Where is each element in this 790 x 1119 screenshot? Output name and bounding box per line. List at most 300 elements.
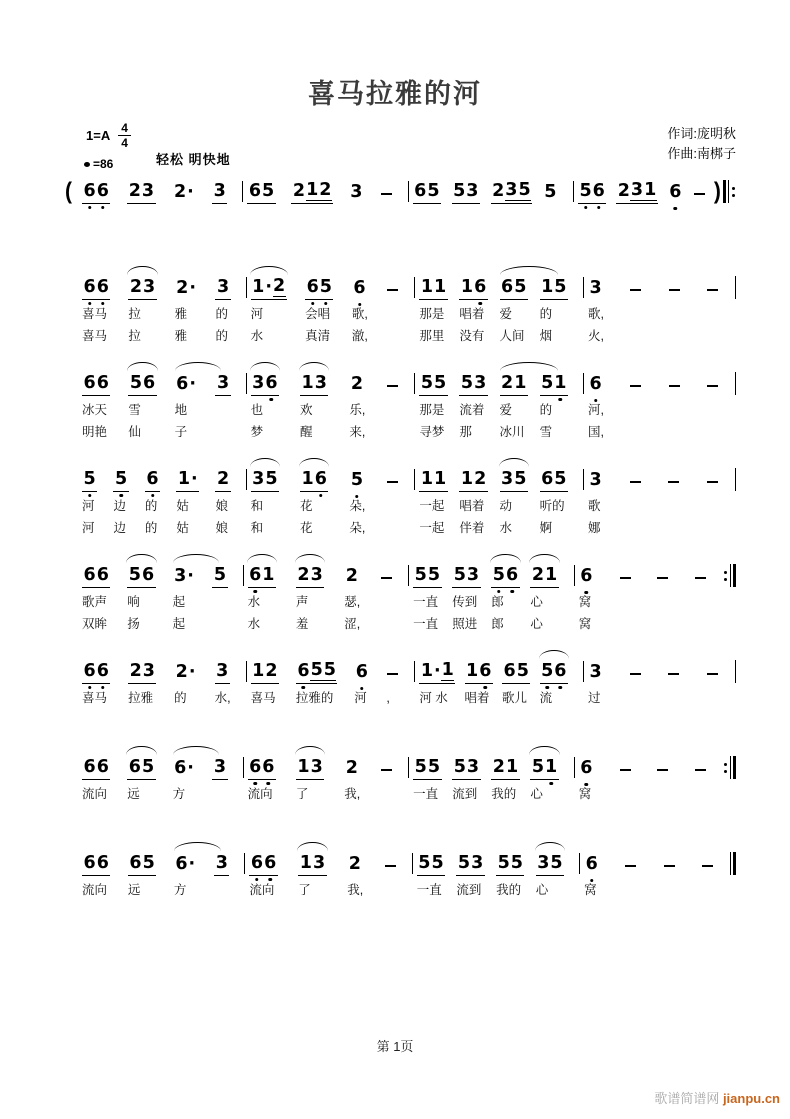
note-column: [629, 372, 642, 440]
note-token: [347, 852, 362, 876]
measure: [415, 660, 584, 706]
note-digit: 6: [592, 181, 605, 201]
note-token: [82, 756, 110, 780]
note-token: [82, 660, 110, 684]
repeat-dot: [732, 194, 735, 197]
note-digit: 5: [265, 469, 278, 489]
lyric-syllable: 的: [144, 521, 158, 535]
note-column: [500, 372, 528, 440]
measure: [244, 564, 410, 632]
dash-line: [702, 865, 713, 867]
note-digit: 6: [96, 853, 109, 873]
note-digit: 1: [306, 180, 319, 200]
note-digit: 5: [420, 373, 433, 393]
note-column: [668, 276, 681, 344]
note-column: [419, 372, 447, 440]
lyric-syllable: 拉: [128, 329, 141, 343]
note-column: [491, 756, 519, 802]
note-digit: 2: [492, 757, 505, 777]
note-column: [128, 372, 156, 440]
note-digit: 6: [314, 469, 327, 489]
lyric-syllable: 水,: [214, 691, 231, 705]
lyric-syllable: 喜马: [250, 691, 276, 705]
measure: [78, 468, 247, 536]
lyric-syllable: 的: [215, 329, 228, 343]
note-column: [624, 852, 637, 898]
note-digit: 6: [501, 277, 514, 297]
note-token: [417, 852, 445, 876]
note-token: [452, 564, 480, 588]
lyric-syllable: 仙: [128, 425, 141, 439]
lyric-syllable: 的: [539, 403, 553, 417]
note-column: [296, 756, 324, 802]
note-token: [127, 180, 155, 204]
repeat-dot: [724, 571, 727, 574]
lyric-syllable: 窝: [578, 595, 592, 609]
lyric-syllable: 朵,: [349, 521, 366, 535]
note-column: [349, 468, 365, 536]
note-digit: 5: [310, 660, 323, 680]
note-token: [419, 372, 447, 396]
endbar-final: [730, 852, 736, 875]
dash-line: [707, 673, 718, 675]
note-digit: 6: [669, 182, 682, 202]
sixteenth-group: [505, 180, 531, 201]
note-column: [380, 756, 393, 802]
note-digit: 5: [414, 757, 427, 777]
measure: [78, 852, 245, 898]
note-digit: 3: [501, 469, 514, 489]
note-column: [82, 468, 97, 536]
repeat-dot: [724, 770, 727, 773]
note-digit: 5: [460, 373, 474, 393]
note-token: [215, 468, 230, 492]
measure: [78, 276, 247, 344]
composer-credit: 作曲:南梆子: [667, 146, 736, 161]
lyric-syllable: 窝: [578, 617, 592, 631]
lyric-syllable: 的: [539, 307, 553, 321]
lyric-syllable: 河: [354, 691, 367, 705]
endbar-thin: [735, 276, 736, 299]
note-token: [215, 276, 230, 300]
measure: [78, 660, 247, 706]
dash-token: [663, 852, 676, 876]
measure: [575, 564, 723, 632]
note-token: [500, 276, 528, 300]
note-token: [128, 852, 156, 876]
note-token: [300, 468, 328, 492]
note-token: [173, 564, 196, 588]
note-digit: 6: [505, 565, 519, 585]
measure: [584, 372, 735, 440]
note-digit: 5: [414, 565, 427, 585]
note-digit: 2: [492, 181, 505, 201]
lyric-syllable: 雅: [174, 329, 188, 343]
note-column: [248, 756, 276, 802]
note-column: [656, 564, 669, 632]
note-digit: 5: [514, 469, 527, 489]
note-token: [113, 468, 128, 492]
lyric-syllable: 喜马: [82, 691, 108, 705]
lyric-syllable: 一直: [413, 617, 439, 631]
lyric-syllable: 寻梦: [419, 425, 445, 439]
note-digit: 1: [434, 277, 447, 297]
lyric-syllable: 方: [173, 883, 187, 897]
measure: [409, 756, 575, 802]
dash-line: [381, 577, 392, 579]
note-digit: 6: [262, 757, 275, 777]
note-digit: 5: [453, 757, 466, 777]
dash-token: [629, 660, 642, 684]
lyric-syllable: 火,: [587, 329, 604, 343]
lyric-syllable: 姑: [176, 499, 189, 513]
lyric-syllable: 流: [539, 691, 553, 705]
note-column: [215, 372, 230, 440]
measure: [245, 852, 412, 898]
lyric-syllable: 流向: [82, 883, 108, 897]
lyric-syllable: 一起: [419, 521, 445, 535]
note-token: [296, 564, 324, 588]
note-column: [145, 468, 160, 536]
note-digit: 2: [265, 661, 278, 681]
note-token: [248, 756, 276, 780]
repeat-dot: [724, 578, 727, 581]
lyric-syllable: 子: [174, 425, 188, 439]
dash-line: [630, 385, 641, 387]
note-column: [128, 660, 156, 706]
note-column: [465, 660, 493, 706]
note-digit: 1: [505, 757, 519, 777]
note-token: [251, 468, 279, 492]
score-line: [78, 852, 736, 898]
note-digit: ·: [191, 469, 198, 489]
note-digit: 3: [537, 853, 550, 873]
note-digit: 5: [518, 180, 531, 200]
measure: [244, 756, 410, 802]
note-token: [536, 852, 564, 876]
dash-line: [668, 673, 679, 675]
note-token: [128, 372, 156, 396]
dash-line: [620, 769, 631, 771]
note-digit: 2: [216, 469, 230, 489]
note-column: [113, 468, 128, 536]
lyric-syllable: 羞: [295, 617, 309, 631]
note-column: [82, 660, 110, 706]
note-token: [459, 276, 487, 300]
dash-line: [630, 481, 641, 483]
note-column: [456, 852, 484, 898]
lyric-syllable: 郎: [491, 617, 504, 631]
note-digit: 5: [541, 661, 554, 681]
note-digit: 6: [96, 181, 109, 201]
note-column: [212, 756, 227, 802]
note-token: [465, 660, 493, 684]
measure: [574, 180, 722, 204]
note-digit: 1: [252, 661, 265, 681]
note-token: [145, 468, 160, 492]
note-digit: 5: [83, 469, 96, 489]
song-title: 喜马拉雅的河: [308, 79, 482, 109]
note-token: [296, 756, 324, 780]
note-token: [668, 180, 683, 204]
lyric-syllable: 心: [535, 883, 549, 897]
note-token: [127, 564, 155, 588]
note-token: [249, 852, 277, 876]
note-column: [214, 852, 229, 898]
note-token: [174, 852, 197, 876]
note-digit: 5: [554, 277, 567, 297]
lyric-syllable: 国,: [587, 425, 604, 439]
lyric-syllable: 涩,: [344, 617, 361, 631]
measure: [415, 468, 584, 536]
dash-token: [706, 276, 719, 300]
note-column: [588, 468, 603, 536]
note-token: [128, 660, 156, 684]
lyric-syllable: 拉雅: [128, 691, 154, 705]
note-column: [417, 852, 445, 898]
lyric-syllable: 和: [250, 499, 264, 513]
sixteenth-group: [273, 276, 286, 297]
note-column: [540, 276, 568, 344]
note-token: [248, 564, 276, 588]
note-column: [588, 276, 604, 344]
lyric-syllable: 梦: [250, 425, 264, 439]
note-token: [82, 276, 110, 300]
note-digit: 5: [350, 470, 364, 490]
note-digit: 5: [510, 853, 523, 873]
note-column: [175, 372, 198, 440]
lyric-syllable: 冰川: [499, 425, 525, 439]
note-digit: 6: [83, 277, 96, 297]
lyricist-credit: 作词:庞明秋: [667, 126, 736, 141]
repeat-dots: [724, 756, 727, 779]
note-digit: 5: [453, 181, 466, 201]
tempo-value: =86: [93, 157, 114, 171]
note-token: [413, 564, 441, 588]
note-token: [413, 180, 441, 204]
note-digit: 3: [143, 277, 156, 297]
measure: [78, 756, 244, 802]
lyric-syllable: 的: [174, 691, 187, 705]
note-digit: 6: [83, 853, 96, 873]
repeat-dots: [732, 180, 735, 203]
lyric-syllable: 人间: [499, 329, 525, 343]
note-digit: 1: [420, 469, 433, 489]
dash-token: [706, 468, 719, 492]
note-digit: 1: [545, 757, 558, 777]
note-token: [349, 372, 364, 396]
note-digit: 6: [585, 854, 598, 874]
dash-line: [695, 577, 706, 579]
measure: [78, 564, 244, 632]
note-token: [175, 276, 198, 300]
note-column: [452, 756, 480, 802]
note-token: [82, 180, 110, 204]
lyric-syllable: 方: [172, 787, 186, 801]
note-column: [128, 852, 156, 898]
barline-thick: [733, 756, 736, 779]
lyric-syllable: 那是: [419, 307, 445, 321]
note-column: [584, 852, 599, 898]
measure: [584, 276, 735, 344]
note-token: [215, 660, 230, 684]
lyric-syllable: 扬: [127, 617, 140, 631]
note-token: [251, 372, 279, 396]
note-column: [668, 372, 681, 440]
note-token: [459, 372, 487, 396]
note-column: [656, 756, 669, 802]
dash-line: [620, 577, 631, 579]
lyric-syllable: 流向: [249, 883, 275, 897]
note-token: [419, 276, 447, 300]
note-column: [212, 180, 227, 204]
note-column: [543, 180, 558, 204]
dash-line: [668, 481, 679, 483]
note-token: [127, 756, 155, 780]
note-digit: 3: [216, 661, 229, 681]
measure: [78, 372, 247, 440]
lyric-syllable: 心: [530, 617, 543, 631]
lyric-syllable: 了: [295, 787, 309, 801]
note-column: [352, 276, 368, 344]
meter-denominator: 4: [121, 136, 128, 150]
note-token: [214, 852, 229, 876]
note-column: [82, 276, 110, 344]
lyric-syllable: 歌声: [82, 595, 108, 609]
note-digit: 5: [579, 181, 592, 201]
open-paren: (: [65, 178, 72, 205]
lyric-syllable: 水: [247, 595, 261, 609]
note-column: [588, 660, 603, 706]
note-column: [300, 468, 328, 536]
dash-token: [656, 564, 669, 588]
dash-token: [624, 852, 637, 876]
barline-thin: [735, 276, 736, 299]
repeat-dots: [724, 564, 727, 587]
note-token: [530, 564, 558, 588]
lyric-syllable: 一直: [413, 787, 439, 801]
note-token: [540, 468, 568, 492]
note-digit: 6: [143, 373, 156, 393]
note-token: [174, 660, 197, 684]
endbar-thin: [735, 660, 736, 683]
note-digit: 3: [215, 853, 228, 873]
note-digit: 2: [292, 181, 306, 201]
note-column: [668, 180, 683, 204]
note-digit: ·: [189, 278, 196, 298]
note-token: [349, 468, 364, 492]
dash-token: [656, 756, 669, 780]
endbar-thin: [735, 372, 736, 395]
note-token: [579, 756, 594, 780]
note-digit: 5: [319, 277, 332, 297]
dash-token: [701, 852, 714, 876]
note-digit: 5: [554, 469, 567, 489]
note-column: [127, 180, 155, 204]
dash-token: [668, 276, 681, 300]
note-digit: 5: [514, 277, 527, 297]
note-digit: 3: [589, 470, 602, 490]
lyric-syllable: 那里: [419, 329, 445, 343]
note-digit: 3: [141, 181, 155, 201]
lyric-syllable: 心: [530, 787, 543, 801]
barline-thin: [728, 180, 729, 203]
note-token: [502, 660, 530, 684]
note-column: [579, 756, 594, 802]
lyric-syllable: 我的: [496, 883, 522, 897]
lyric-syllable: 远: [127, 883, 141, 897]
note-column: [127, 564, 155, 632]
note-digit: 5: [453, 565, 466, 585]
note-token: [82, 564, 110, 588]
note-column: [667, 468, 680, 536]
note-digit: 6: [479, 661, 492, 681]
note-digit: 6: [83, 661, 96, 681]
measure: [247, 660, 416, 706]
lyric-syllable: 双眸: [82, 617, 108, 631]
note-column: [701, 852, 714, 898]
lyric-syllable: 真清: [305, 329, 331, 343]
note-column: [419, 660, 455, 706]
note-column: [452, 564, 480, 632]
note-digit: 1: [460, 277, 474, 297]
note-column: [530, 564, 558, 632]
lyric-syllable: 雪: [128, 403, 141, 417]
dash-token: [667, 468, 680, 492]
note-column: [619, 756, 632, 802]
note-column: [452, 180, 480, 204]
note-digit: 5: [427, 757, 440, 777]
note-digit: 5: [497, 853, 510, 873]
lyric-syllable: 听的: [539, 499, 565, 513]
note-digit: 2: [531, 565, 544, 585]
note-digit: ·: [187, 182, 194, 202]
lyric-syllable: 烟: [539, 329, 553, 343]
note-column: [694, 756, 707, 802]
note-digit: 5: [418, 853, 431, 873]
note-token: [413, 756, 441, 780]
barline-thin: [735, 468, 736, 491]
measure: [575, 756, 723, 802]
note-digit: 1: [545, 565, 558, 585]
lyric-syllable: 一直: [416, 883, 442, 897]
note-token: [344, 756, 359, 780]
note-column: [172, 180, 195, 204]
lyric-syllable: 明艳: [82, 425, 108, 439]
lyric-syllable: 流向: [247, 787, 273, 801]
note-digit: 6: [83, 757, 96, 777]
note-digit: 3: [474, 373, 487, 393]
note-digit: 5: [492, 565, 505, 585]
measure: [409, 564, 575, 632]
note-token: [344, 564, 359, 588]
note-token: [172, 180, 195, 204]
barline-thin: [730, 756, 731, 779]
note-token: [354, 660, 369, 684]
endbar-end-repeat: [723, 564, 736, 587]
lyric-syllable: 水: [499, 521, 513, 535]
lyric-syllable: 我的: [491, 787, 517, 801]
note-column: [174, 852, 197, 898]
note-column: [384, 852, 397, 898]
dash-token: [386, 468, 399, 492]
dash-line: [387, 385, 398, 387]
lyric-syllable: 窝: [584, 883, 597, 897]
note-digit: 6: [96, 277, 109, 297]
repeat-dot: [724, 763, 727, 766]
note-column: [667, 660, 680, 706]
lyric-syllable: 歌,: [351, 307, 368, 321]
